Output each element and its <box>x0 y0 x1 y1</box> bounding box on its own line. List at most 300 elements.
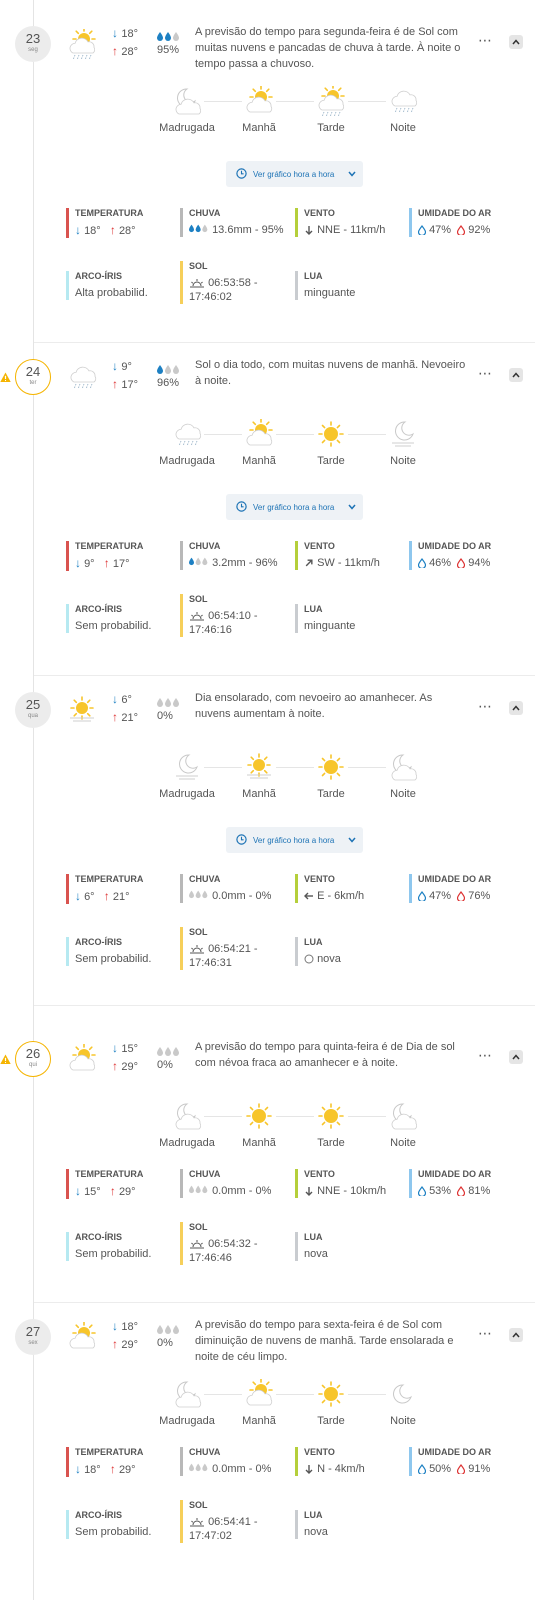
sunrise-icon <box>189 1515 205 1529</box>
day-card <box>0 353 543 676</box>
stat-moon <box>295 1510 328 1539</box>
period-madrugada <box>157 1101 217 1149</box>
period-connector-line <box>187 1116 403 1117</box>
stat-value <box>189 223 284 237</box>
stat-value <box>304 952 341 966</box>
stat-sun <box>180 261 284 304</box>
period-label: Tarde <box>317 122 345 134</box>
stat-temperature <box>66 541 143 571</box>
stat-rain <box>180 874 271 903</box>
cloud-rain-icon <box>170 419 204 449</box>
humidity-min: 50% <box>429 1463 452 1475</box>
arrow-up-icon: ↑ <box>103 889 110 903</box>
stat-wind <box>295 541 380 570</box>
period-noite <box>373 752 433 800</box>
stat-title: TEMPERATURA <box>75 1169 144 1179</box>
rain-amount: 13.6mm - 95% <box>212 224 284 236</box>
stat-value <box>75 223 143 238</box>
stat-value <box>189 889 271 903</box>
temp-min <box>112 26 138 40</box>
stat-value <box>418 223 491 237</box>
day-card <box>0 686 543 1006</box>
stat-value <box>418 1184 491 1198</box>
temp-max-value: 29° <box>118 1464 136 1476</box>
date-badge <box>15 359 51 395</box>
humidity-max: 92% <box>468 224 491 236</box>
stat-temperature <box>66 1169 143 1199</box>
forecast-description: A previsão do tempo para quinta-feira é de Dia de sol com névoa fraca ao amanhecer e à noite. <box>195 1041 455 1069</box>
moon-cloud-icon <box>170 1379 204 1409</box>
wind-value: SW - 11km/h <box>317 557 380 569</box>
temp-min-value: 6° <box>121 694 132 706</box>
temp-max-value: 17° <box>121 379 138 391</box>
stat-rain <box>180 1169 271 1198</box>
more-options-button[interactable]: ⋯ <box>478 1047 493 1063</box>
stat-title: ARCO-ÍRIS <box>75 1510 122 1520</box>
stat-wind <box>295 1447 365 1476</box>
stat-value <box>304 889 364 903</box>
stat-title: ARCO-ÍRIS <box>75 1232 122 1242</box>
period-label: Manhã <box>242 1137 276 1149</box>
temp-max-value: 29° <box>121 1061 138 1073</box>
stat-value <box>304 286 355 300</box>
collapse-button[interactable] <box>509 35 523 49</box>
stat-value: Alta probabilid. <box>75 287 148 299</box>
stat-title: LUA <box>304 271 323 281</box>
temp-max-value: 28° <box>121 46 138 58</box>
stat-title: SOL <box>189 1500 208 1510</box>
stat-humidity <box>409 874 491 903</box>
stat-title: VENTO <box>304 874 335 884</box>
sunrise-icon <box>189 276 205 290</box>
rain-drops-icon <box>157 361 181 371</box>
stat-title: VENTO <box>304 208 335 218</box>
moon-phase-icon <box>304 952 314 966</box>
stat-title: UMIDADE DO AR <box>418 541 492 551</box>
period-label: Tarde <box>317 788 345 800</box>
period-manhã <box>229 419 289 467</box>
temp-max-value: 17° <box>112 558 130 570</box>
period-label: Madrugada <box>159 1137 215 1149</box>
moon-icon <box>386 1379 420 1409</box>
wind-direction-icon <box>304 889 314 903</box>
rain-drops-icon <box>157 1321 181 1331</box>
temp-max-value: 28° <box>118 225 136 237</box>
stat-rainbow <box>66 604 151 633</box>
drop-icon <box>457 556 465 570</box>
wind-value: NNE - 10km/h <box>317 1185 387 1197</box>
stat-rainbow <box>66 271 148 300</box>
day-separator <box>34 1005 535 1006</box>
date-weekday: ter <box>29 380 37 386</box>
rain-probability: 96% <box>157 377 180 389</box>
sun-icon <box>314 1101 348 1131</box>
stat-title: VENTO <box>304 1169 335 1179</box>
stat-title: TEMPERATURA <box>75 541 144 551</box>
humidity-max: 81% <box>468 1185 491 1197</box>
rain-drops-icon <box>157 1043 181 1053</box>
hourly-chart-button[interactable] <box>226 494 363 520</box>
stat-value <box>304 1184 386 1198</box>
stat-title: SOL <box>189 594 208 604</box>
temp-min-value: 18° <box>84 225 101 237</box>
sunrise-icon <box>189 1237 205 1251</box>
period-madrugada <box>157 1379 217 1427</box>
period-label: Manhã <box>242 1415 276 1427</box>
drop-icon <box>457 1462 465 1476</box>
date-badge <box>15 1041 51 1077</box>
temp-max-value: 21° <box>112 891 130 903</box>
warning-icon[interactable] <box>0 370 11 381</box>
forecast-description: A previsão do tempo para sexta-feira é de Sol com diminuição de nuvens de manhã. Tarde ensolarada e noite de céu limpo. <box>195 1319 454 1363</box>
day-card <box>0 1035 543 1303</box>
stat-value <box>304 1247 328 1261</box>
temp-max <box>112 1337 138 1351</box>
temp-min-value: 18° <box>121 1321 138 1333</box>
humidity-max: 94% <box>468 557 491 569</box>
hourly-chart-label: Ver gráfico hora a hora <box>253 503 335 512</box>
stat-moon <box>295 604 355 633</box>
arrow-up-icon: ↑ <box>112 44 122 58</box>
sun-times-end: 17:46:16 <box>189 624 232 637</box>
stat-wind <box>295 1169 386 1198</box>
humidity-min: 53% <box>429 1185 452 1197</box>
rain-amount: 0.0mm - 0% <box>212 1463 272 1475</box>
stat-rain <box>180 208 284 237</box>
moon-cloud-icon <box>170 86 204 116</box>
rain-drops-icon <box>189 1184 209 1198</box>
stat-title: SOL <box>189 927 208 937</box>
period-label: Noite <box>390 1137 416 1149</box>
stat-title: CHUVA <box>189 1169 221 1179</box>
more-options-button[interactable]: ⋯ <box>478 365 493 381</box>
moon-cloud-icon <box>170 1101 204 1131</box>
arrow-down-icon: ↓ <box>75 1462 81 1476</box>
stat-sun <box>180 1222 284 1265</box>
rain-amount: 3.2mm - 96% <box>212 557 278 569</box>
stat-title: VENTO <box>304 1447 335 1457</box>
rain-drops-icon <box>189 556 209 570</box>
collapse-button[interactable] <box>509 701 523 715</box>
period-label: Noite <box>390 455 416 467</box>
arrow-up-icon: ↑ <box>109 1184 116 1198</box>
stat-value: Sem probabilid. <box>75 953 152 965</box>
temp-max <box>112 377 138 391</box>
sun-times-end: 17:46:31 <box>189 957 232 970</box>
temp-min-value: 15° <box>84 1186 101 1198</box>
rain-drops-icon <box>189 223 209 237</box>
moon-phase: nova <box>317 953 341 965</box>
sun-cloud-icon <box>66 1322 100 1352</box>
stat-title: ARCO-ÍRIS <box>75 604 122 614</box>
stat-value <box>189 1237 284 1265</box>
period-noite <box>373 1101 433 1149</box>
collapse-button[interactable] <box>509 368 523 382</box>
arrow-down-icon: ↓ <box>112 1319 122 1333</box>
stat-rainbow <box>66 937 151 966</box>
sun-icon <box>314 1379 348 1409</box>
stat-value <box>189 1462 271 1476</box>
period-label: Noite <box>390 1415 416 1427</box>
stat-title: TEMPERATURA <box>75 874 144 884</box>
date-weekday: qui <box>28 1062 37 1068</box>
date-badge <box>15 692 51 728</box>
period-label: Madrugada <box>159 122 215 134</box>
stat-temperature <box>66 874 143 904</box>
stat-title: TEMPERATURA <box>75 208 144 218</box>
stat-humidity <box>409 1169 491 1198</box>
wind-direction-icon <box>304 1462 314 1476</box>
period-label: Tarde <box>317 1415 345 1427</box>
day-card <box>0 1313 543 1600</box>
wind-value: NNE - 11km/h <box>317 224 386 236</box>
sunrise-icon <box>189 942 205 956</box>
moon-fog-icon <box>170 752 204 782</box>
rain-probability: 95% <box>157 44 180 56</box>
period-label: Noite <box>390 122 416 134</box>
period-tarde <box>301 1101 361 1149</box>
sun-times-start: 06:54:41 - <box>208 1516 258 1528</box>
stat-value <box>418 889 491 903</box>
temp-max-value: 29° <box>121 1339 138 1351</box>
hourly-chart-button[interactable] <box>226 827 363 853</box>
sun-times-end: 17:46:46 <box>189 1252 232 1265</box>
stat-humidity <box>409 208 491 237</box>
sun-cloud-icon <box>242 1379 276 1409</box>
period-noite <box>373 419 433 467</box>
moon-cloud-icon <box>386 752 420 782</box>
stat-title: SOL <box>189 261 208 271</box>
stat-value <box>189 276 284 304</box>
drop-icon <box>457 223 465 237</box>
stat-temperature <box>66 208 143 238</box>
arrow-down-icon: ↓ <box>75 1184 81 1198</box>
temp-min-value: 18° <box>121 28 138 40</box>
stat-value: Sem probabilid. <box>75 620 152 632</box>
arrow-down-icon: ↓ <box>75 889 81 903</box>
stat-value <box>418 556 491 570</box>
rain-drops-icon <box>157 28 181 38</box>
stat-value <box>418 1462 491 1476</box>
stat-rain <box>180 1447 271 1476</box>
stat-value <box>75 889 143 904</box>
moon-cloud-icon <box>386 1101 420 1131</box>
stat-moon <box>295 271 355 300</box>
period-label: Manhã <box>242 122 276 134</box>
period-tarde <box>301 86 361 134</box>
period-madrugada <box>157 419 217 467</box>
stat-sun <box>180 594 284 637</box>
rain-drops-icon <box>157 694 181 704</box>
more-options-button[interactable]: ⋯ <box>478 32 493 48</box>
sun-fog-icon <box>66 695 100 725</box>
stat-title: LUA <box>304 1510 323 1520</box>
drop-icon <box>418 223 426 237</box>
period-label: Tarde <box>317 455 345 467</box>
stat-value <box>304 223 385 237</box>
humidity-max: 76% <box>468 890 491 902</box>
stat-value <box>189 942 284 970</box>
date-weekday: sex <box>28 1340 38 1346</box>
stat-title: LUA <box>304 937 323 947</box>
arrow-up-icon: ↑ <box>109 223 116 237</box>
humidity-min: 46% <box>429 557 452 569</box>
hourly-chart-label: Ver gráfico hora a hora <box>253 836 335 845</box>
sun-cloud-icon <box>242 419 276 449</box>
rain-amount: 0.0mm - 0% <box>212 890 272 902</box>
stat-title: LUA <box>304 1232 323 1242</box>
stat-value <box>75 556 143 571</box>
period-manhã <box>229 86 289 134</box>
arrow-down-icon: ↓ <box>112 692 122 706</box>
stat-title: ARCO-ÍRIS <box>75 937 122 947</box>
arrow-up-icon: ↑ <box>103 556 110 570</box>
stat-temperature <box>66 1447 143 1477</box>
moon-phase: minguante <box>304 620 356 632</box>
temp-max <box>112 710 138 724</box>
arrow-up-icon: ↑ <box>112 1337 122 1351</box>
stat-rainbow <box>66 1510 151 1539</box>
stat-title: CHUVA <box>189 208 221 218</box>
collapse-button[interactable] <box>509 1328 523 1342</box>
stat-title: TEMPERATURA <box>75 1447 144 1457</box>
arrow-down-icon: ↓ <box>112 359 122 373</box>
arrow-up-icon: ↑ <box>112 710 122 724</box>
stat-value <box>189 609 284 637</box>
sun-cloud-rain-icon <box>66 29 100 59</box>
period-tarde <box>301 419 361 467</box>
collapse-button[interactable] <box>509 1050 523 1064</box>
sun-times-start: 06:53:58 - <box>208 277 258 289</box>
rain-probability: 0% <box>157 1337 173 1349</box>
stat-value <box>75 1462 143 1477</box>
stat-moon <box>295 1232 328 1261</box>
temp-min-value: 6° <box>84 891 95 903</box>
temp-min-value: 18° <box>84 1464 101 1476</box>
stat-title: ARCO-ÍRIS <box>75 271 122 281</box>
stat-wind <box>295 208 385 237</box>
stat-value <box>75 1184 143 1199</box>
period-madrugada <box>157 86 217 134</box>
warning-icon[interactable] <box>0 1052 11 1063</box>
period-label: Madrugada <box>159 455 215 467</box>
sun-icon <box>314 419 348 449</box>
arrow-up-icon: ↑ <box>109 1462 116 1476</box>
moon-phase: minguante <box>304 287 356 299</box>
rain-amount: 0.0mm - 0% <box>212 1185 272 1197</box>
more-options-button[interactable]: ⋯ <box>478 698 493 714</box>
stat-title: VENTO <box>304 541 335 551</box>
period-connector-line <box>187 1394 403 1395</box>
stat-value <box>189 1184 271 1198</box>
stat-title: CHUVA <box>189 541 221 551</box>
stat-title: CHUVA <box>189 1447 221 1457</box>
temp-min <box>112 692 132 706</box>
sun-cloud-icon <box>66 1044 100 1074</box>
wind-direction-icon <box>304 223 314 237</box>
cloud-rain-icon <box>386 86 420 116</box>
stat-title: UMIDADE DO AR <box>418 874 492 884</box>
period-tarde <box>301 1379 361 1427</box>
day-card <box>0 20 543 343</box>
period-label: Madrugada <box>159 1415 215 1427</box>
stat-rainbow <box>66 1232 151 1261</box>
period-noite <box>373 1379 433 1427</box>
hourly-chart-button[interactable] <box>226 161 363 187</box>
temp-min <box>112 359 132 373</box>
stat-sun <box>180 927 284 970</box>
stat-title: LUA <box>304 604 323 614</box>
period-tarde <box>301 752 361 800</box>
period-label: Tarde <box>317 1137 345 1149</box>
period-connector-line <box>187 101 403 102</box>
stat-sun <box>180 1500 284 1543</box>
temp-min <box>112 1319 138 1333</box>
stat-value <box>304 619 355 633</box>
temp-min-value: 9° <box>84 558 95 570</box>
temp-max-value: 21° <box>121 712 138 724</box>
day-separator <box>34 342 535 343</box>
period-manhã <box>229 1101 289 1149</box>
drop-icon <box>418 1184 426 1198</box>
sun-cloud-icon <box>242 86 276 116</box>
temp-min-value: 9° <box>121 361 132 373</box>
period-connector-line <box>187 767 403 768</box>
temp-max-value: 29° <box>118 1186 136 1198</box>
humidity-min: 47% <box>429 890 452 902</box>
stat-value: Sem probabilid. <box>75 1248 152 1260</box>
stat-title: CHUVA <box>189 874 221 884</box>
moon-fog-icon <box>386 419 420 449</box>
drop-icon <box>418 889 426 903</box>
sun-fog-icon <box>242 752 276 782</box>
period-label: Madrugada <box>159 788 215 800</box>
stat-title: SOL <box>189 1222 208 1232</box>
date-day-number: 26 <box>25 1046 41 1061</box>
rain-probability: 0% <box>157 710 173 722</box>
stat-humidity <box>409 541 491 570</box>
more-options-button[interactable]: ⋯ <box>478 1325 493 1341</box>
date-badge <box>15 1319 51 1355</box>
sun-times-end: 17:47:02 <box>189 1530 232 1543</box>
drop-icon <box>457 1184 465 1198</box>
rain-probability: 0% <box>157 1059 173 1071</box>
temp-min-value: 15° <box>121 1043 138 1055</box>
stat-humidity <box>409 1447 491 1476</box>
stat-title: UMIDADE DO AR <box>418 1447 492 1457</box>
date-day-number: 23 <box>25 31 41 46</box>
day-separator <box>34 1302 535 1303</box>
stat-title: UMIDADE DO AR <box>418 1169 492 1179</box>
sun-times-start: 06:54:32 - <box>208 1238 258 1250</box>
sun-times-start: 06:54:21 - <box>208 943 258 955</box>
temp-min <box>112 1041 138 1055</box>
forecast-description: Sol o dia todo, com muitas nuvens de manhã. Nevoeiro à noite. <box>195 359 466 387</box>
forecast-description: Dia ensolarado, com nevoeiro ao amanhecer. As nuvens aumentam à noite. <box>195 692 433 720</box>
date-day-number: 24 <box>25 364 41 379</box>
drop-icon <box>457 889 465 903</box>
stat-rain <box>180 541 277 570</box>
sun-icon <box>242 1101 276 1131</box>
wind-direction-icon <box>304 556 314 570</box>
hourly-chart-label: Ver gráfico hora a hora <box>253 170 335 179</box>
period-manhã <box>229 752 289 800</box>
arrow-up-icon: ↑ <box>112 377 122 391</box>
cloud-rain-icon <box>66 362 100 392</box>
period-label: Noite <box>390 788 416 800</box>
wind-direction-icon <box>304 1184 314 1198</box>
stat-moon <box>295 937 341 966</box>
